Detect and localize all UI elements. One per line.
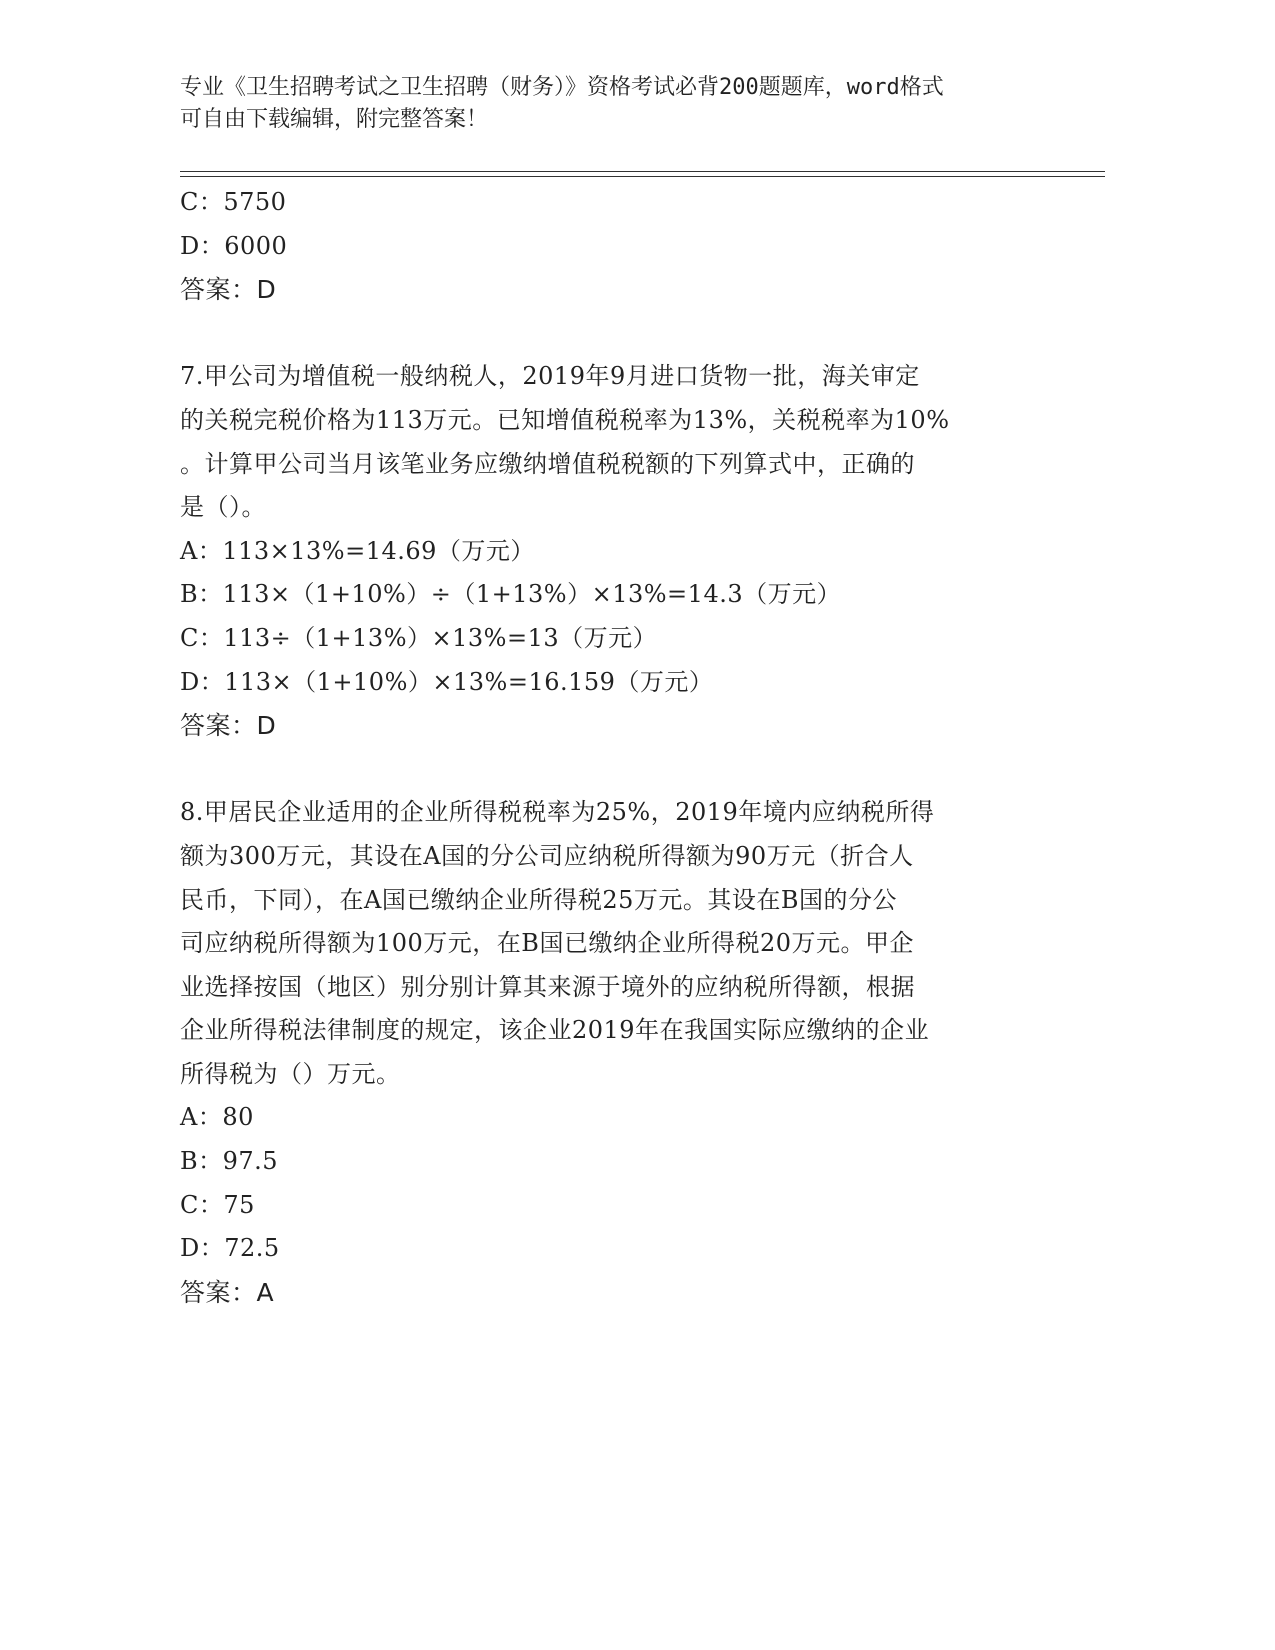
- question-text-line: 额为300万元，其设在A国的分公司应纳税所得额为90万元（折合人: [180, 841, 914, 870]
- option-b: B：113×（1+10%）÷（1+13%）×13%=14.3（万元）: [180, 580, 842, 609]
- option-c: C：75: [180, 1190, 255, 1219]
- answer-line: 答案：D: [180, 711, 277, 741]
- option-d: D：72.5: [180, 1234, 280, 1263]
- question-8: [180, 791, 1050, 1314]
- option-d: D：6000: [180, 231, 288, 260]
- question-text-line: 业选择按国（地区）别分别计算其来源于境外的应纳税所得额，根据: [180, 972, 915, 1001]
- question-text-line: 所得税为（）万元。: [180, 1059, 401, 1088]
- header-line-2: 可自由下载编辑，附完整答案！: [180, 107, 489, 132]
- option-a: A：80: [180, 1103, 254, 1132]
- header-divider-bottom: [180, 176, 1105, 177]
- question-text-line: 7.甲公司为增值税一般纳税人，2019年9月进口货物一批，海关审定: [180, 362, 920, 391]
- option-d: D：113×（1+10%）×13%=16.159（万元）: [180, 667, 714, 696]
- question-text-line: 是（）。: [180, 493, 266, 522]
- spacer: [180, 312, 1050, 356]
- document-body: [180, 181, 1050, 1314]
- question-text-line: 司应纳税所得额为100万元，在B国已缴纳企业所得税20万元。甲企: [180, 929, 914, 958]
- option-a: A：113×13%=14.69（万元）: [180, 536, 535, 565]
- option-c: C：5750: [180, 188, 287, 216]
- question-text-line: 民币，下同），在A国已缴纳企业所得税25万元。其设在B国的分公: [180, 885, 898, 914]
- option-c: C：113÷（1+13%）×13%=13（万元）: [180, 623, 658, 652]
- previous-question-tail: [180, 181, 1050, 312]
- question-7: [180, 355, 1050, 747]
- question-text-line: 的关税完税价格为113万元。已知增值税税率为13%，关税税率为10%: [180, 405, 950, 434]
- header-line-1: 专业《卫生招聘考试之卫生招聘（财务）》资格考试必背200题题库，word格式: [180, 75, 944, 100]
- spacer: [180, 748, 1050, 792]
- answer-line: 答案：D: [180, 275, 277, 305]
- header-divider-top: [180, 171, 1105, 172]
- question-text-line: 企业所得税法律制度的规定，该企业2019年在我国实际应缴纳的企业: [180, 1016, 930, 1045]
- option-b: B：97.5: [180, 1147, 279, 1176]
- answer-line: 答案：A: [180, 1277, 275, 1307]
- question-text-line: 8.甲居民企业适用的企业所得税税率为25%，2019年境内应纳税所得: [180, 798, 935, 827]
- document-header: [180, 72, 1040, 136]
- question-text-line: 。计算甲公司当月该笔业务应缴纳增值税税额的下列算式中，正确的: [180, 449, 915, 478]
